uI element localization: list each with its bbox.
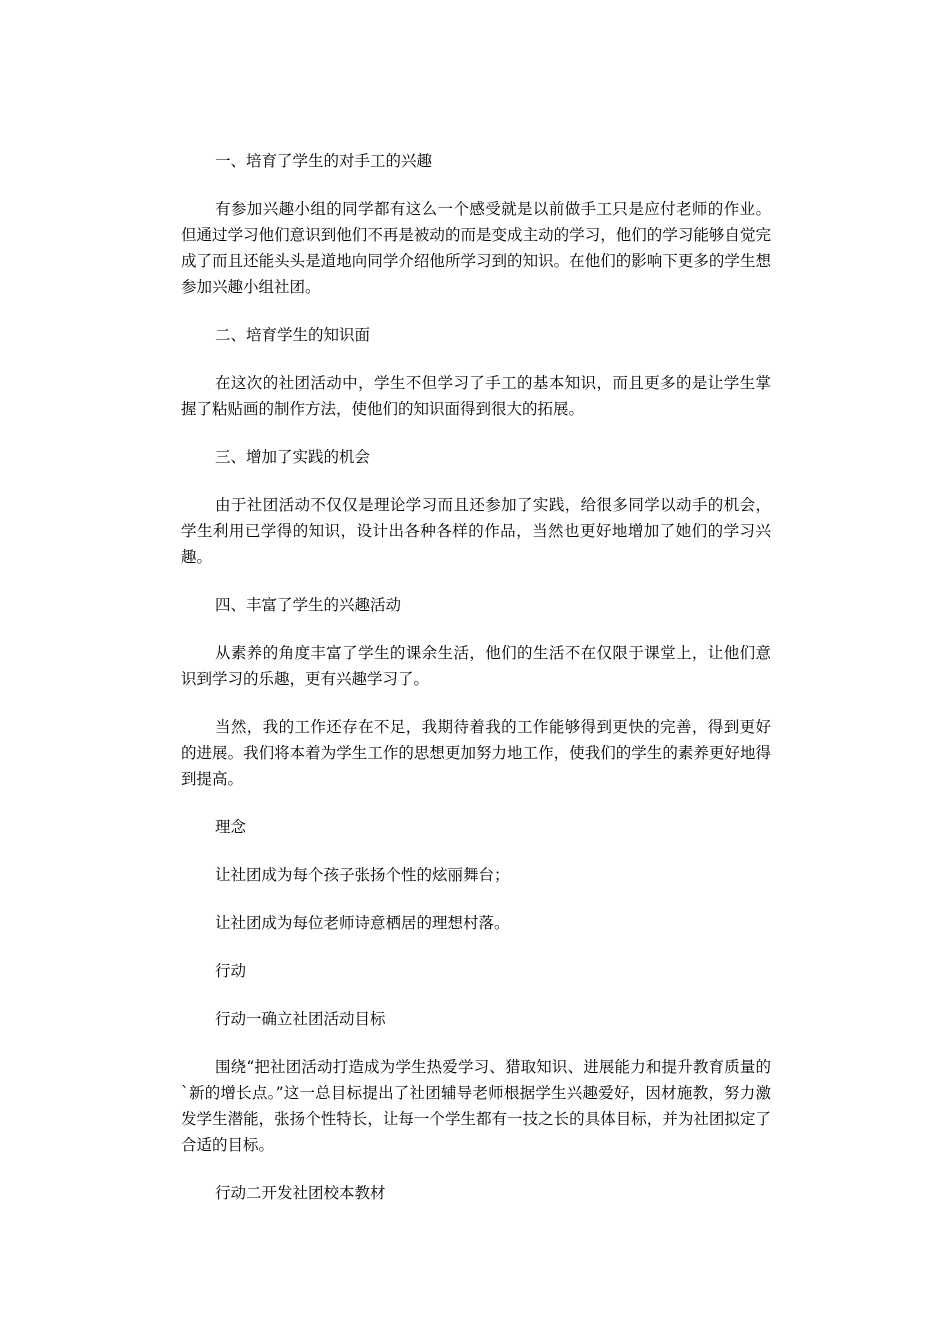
- section-heading: 三、增加了实践的机会: [215, 448, 371, 466]
- body-paragraph: 围绕“把社团活动打造成为学生热爱学习、猎取知识、进展能力和提升教育质量的`新的增长点。”这一总目标提出了社团辅导老师根据学生兴趣爱好，因材施教，努力激发学生潜能，张扬个性特长，让每一个学生都有一技之长的具体目标，并为社团拟定了合适的目标。: [181, 1058, 771, 1154]
- section-heading: 行动二开发社团校本教材: [215, 1184, 386, 1202]
- section-heading: 一、培育了学生的对手工的兴趣: [215, 152, 433, 170]
- body-paragraph: 当然，我的工作还存在不足，我期待着我的工作能够得到更快的完善，得到更好的进展。我们将本着为学生工作的思想更加努力地工作，使我们的学生的素养更好地得到提高。: [181, 718, 771, 788]
- body-paragraph: 让社团成为每个孩子张扬个性的炫丽舞台；: [215, 866, 510, 884]
- section-heading: 行动一确立社团活动目标: [215, 1010, 386, 1028]
- section-heading: 行动: [215, 962, 247, 980]
- body-paragraph: 有参加兴趣小组的同学都有这么一个感受就是以前做手工只是应付老师的作业。但通过学习他们意识到他们不再是被动的而是变成主动的学习，他们的学习能够自觉完成了而且还能头头是道地向同学介绍他所学习到的知识。在他们的影响下更多的学生想参加兴趣小组社团。: [181, 200, 771, 296]
- body-paragraph: 让社团成为每位老师诗意栖居的理想村落。: [215, 914, 510, 932]
- body-paragraph: 由于社团活动不仅仅是理论学习而且还参加了实践，给很多同学以动手的机会，学生利用已学得的知识，设计出各种各样的作品，当然也更好地增加了她们的学习兴趣。: [181, 496, 771, 566]
- body-paragraph: 从素养的角度丰富了学生的课余生活，他们的生活不在仅限于课堂上，让他们意识到学习的乐趣，更有兴趣学习了。: [181, 644, 771, 688]
- section-heading: 理念: [215, 818, 247, 836]
- body-paragraph: 在这次的社团活动中，学生不但学习了手工的基本知识，而且更多的是让学生掌握了粘贴画的制作方法，使他们的知识面得到很大的拓展。: [181, 374, 771, 418]
- section-heading: 二、培育学生的知识面: [215, 326, 371, 344]
- section-heading: 四、丰富了学生的兴趣活动: [215, 596, 402, 614]
- document-page: [181, 148, 771, 1228]
